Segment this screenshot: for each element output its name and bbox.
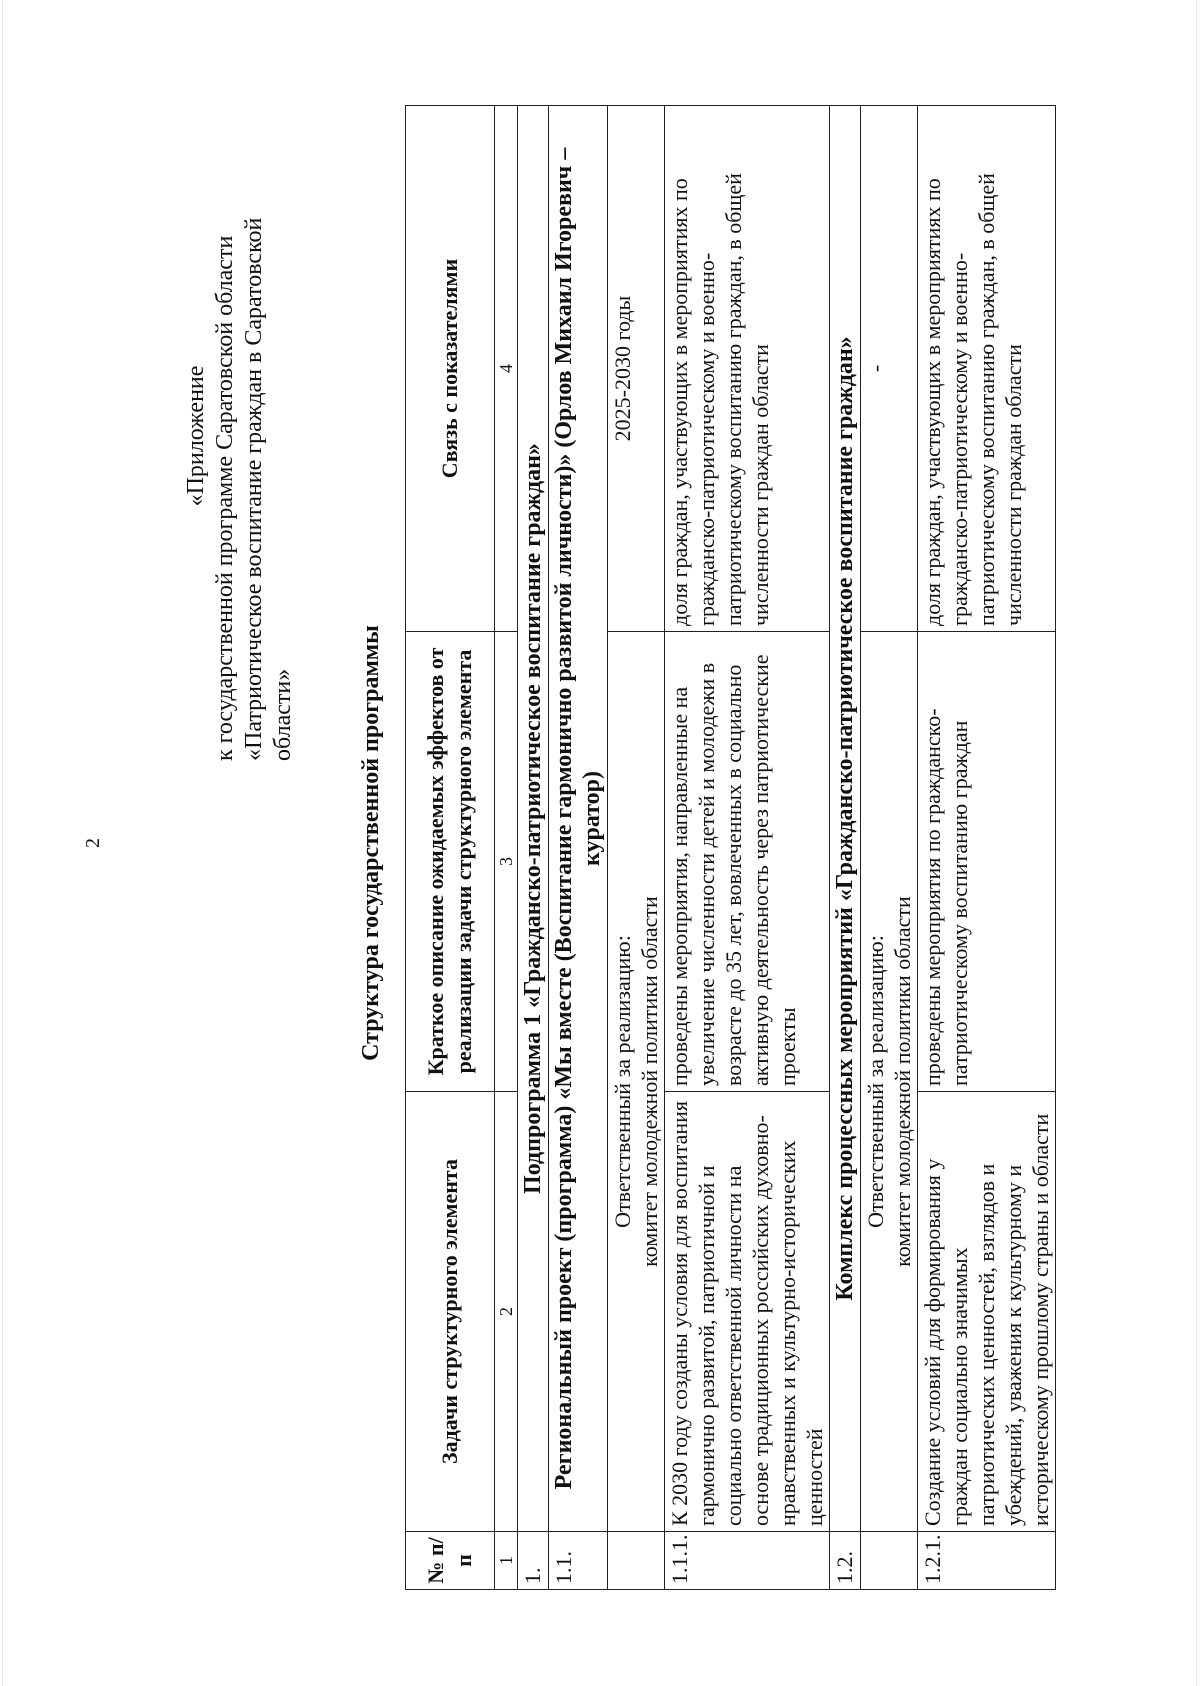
project-period: 2025-2030 годы — [608, 106, 665, 632]
project-responsible-cell — [608, 632, 665, 1532]
subprogram-row — [518, 106, 549, 1590]
appendix-line-1: «Приложение — [183, 365, 209, 507]
task-row — [918, 106, 1056, 1590]
project-title: Региональный проект (программа) «Мы вместе (Воспитание гармонично развитой личности)» (Орлов Михаил Игоревич – куратор) — [549, 106, 608, 1532]
index-cell: 3 — [495, 632, 518, 1092]
empty-cell — [608, 1532, 665, 1590]
responsible-value: комитет молодежной политики области — [637, 896, 662, 1267]
appendix-line-2: к государственной программе Саратовской области — [212, 235, 238, 761]
appendix-line-3: «Патриотическое воспитание граждан в Саратовской — [241, 217, 267, 761]
index-row — [495, 106, 518, 1590]
project-row — [549, 106, 608, 1590]
structure-table — [405, 105, 1056, 1590]
row-number: 1.1. — [549, 1532, 608, 1590]
appendix-block — [182, 111, 298, 761]
indicator-text: доля граждан, участвующих в мероприятиях по гражданско-патриотическому и военно-патриотическому воспитанию граждан, в общей численности граждан области — [665, 106, 830, 632]
complex-responsible-row — [861, 106, 918, 1590]
table-header-row — [406, 106, 495, 1590]
responsible-label: Ответственный за реализацию: — [863, 935, 888, 1228]
effect-text: проведены мероприятия по гражданско-патриотическому воспитанию граждан — [918, 632, 1056, 1092]
row-number: 1.2.1. — [918, 1532, 1056, 1590]
appendix-line-4: области» — [270, 668, 296, 761]
project-responsible-row — [608, 106, 665, 1590]
responsible-value: комитет молодежной политики области — [890, 896, 915, 1267]
index-cell: 4 — [495, 106, 518, 632]
row-number: 1.1.1. — [665, 1532, 830, 1590]
task-row — [665, 106, 830, 1590]
indicator-text: доля граждан, участвующих в мероприятиях по гражданско-патриотическому и военно-патриотическому воспитанию граждан, в общей численности граждан области — [918, 106, 1056, 632]
row-number: 1. — [518, 1532, 549, 1590]
complex-responsible-cell — [861, 632, 918, 1532]
page-number: 2 — [82, 838, 104, 848]
header-number: № п/п — [406, 1532, 495, 1590]
complex-title: Комплекс процессных мероприятий «Гражданско-патриотическое воспитание граждан» — [830, 106, 861, 1532]
empty-cell — [861, 1532, 918, 1590]
document-title: Структура государственной программы — [358, 625, 384, 1061]
header-tasks: Задачи структурного элемента — [406, 1092, 495, 1532]
effect-text: проведены мероприятия, направленные на увеличение численности детей и молодежи в возрасте до 35 лет, вовлеченных в социально активную деятельность через патриотические проекты — [665, 632, 830, 1092]
task-text: К 2030 году созданы условия для воспитания гармонично развитой, патриотичной и социально ответственной личности на основе традиционных российских духовно-нравственных и культурно-исторических ценностей — [665, 1092, 830, 1532]
header-indicators: Связь с показателями — [406, 106, 495, 632]
complex-period: - — [861, 106, 918, 632]
complex-row — [830, 106, 861, 1590]
responsible-label: Ответственный за реализацию: — [610, 935, 635, 1228]
index-cell: 1 — [495, 1532, 518, 1590]
header-effects: Краткое описание ожидаемых эффектов от реализации задачи структурного элемента — [406, 632, 495, 1092]
index-cell: 2 — [495, 1092, 518, 1532]
row-number: 1.2. — [830, 1532, 861, 1590]
task-text: Создание условий для формирования у граждан социально значимых патриотических ценностей, взглядов и убеждений, уважения к культурному и историческому прошлому страны и области — [918, 1092, 1056, 1532]
subprogram-title: Подпрограмма 1 «Гражданско-патриотическое воспитание граждан» — [518, 106, 549, 1532]
